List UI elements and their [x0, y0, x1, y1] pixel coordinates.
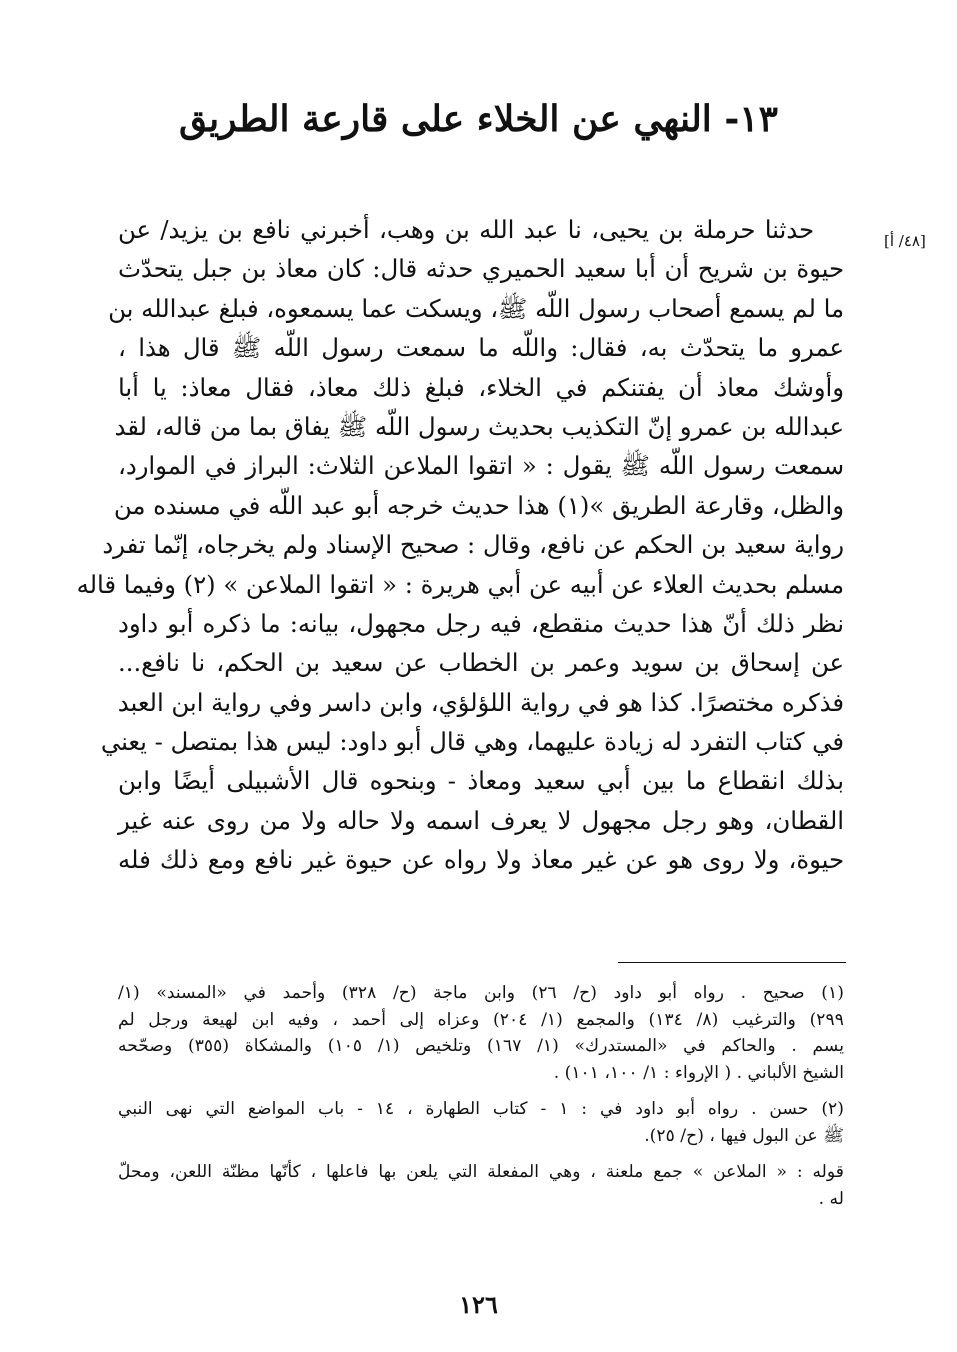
- text-line: بذلك انقطاع ما بين أبي سعيد ومعاذ - وبنحوه قال الأشبيلى أيضًا وابن: [118, 766, 844, 796]
- text-line: نظر ذلك أنّ هذا حديث منقطع، فيه رجل مجهول، بيانه: ما ذكره أبو داود: [118, 608, 844, 638]
- text-line: حيوة بن شريح أن أبا سعيد الحميري حدثه قال: كان معاذ بن جبل يتحدّث: [118, 254, 844, 284]
- footnote-line: (١) صحيح . رواه أبو داود (ح/ ٢٦) وابن ماجة (ح/ ٣٢٨) وأحمد في «المسند» (١/: [118, 983, 844, 1003]
- text-line: رواية سعيد بن الحكم عن نافع، وقال : صحيح الإسناد ولم يخرجاه، إنّما تفرد: [102, 530, 844, 560]
- text-line: حدثنا حرملة بن يحيى، نا عبد الله بن وهب، أخبرني نافع بن يزيد/ عن: [118, 215, 814, 244]
- chapter-title: ١٣- النهي عن الخلاء على قارعة الطريق: [179, 98, 778, 140]
- text-line: عبدالله بن عمرو إنّ التكذيب بحديث رسول اللّه ﷺ يفاق بما من قاله، لقد: [114, 411, 844, 441]
- text-line: عن إسحاق بن سويد وعمر بن الخطاب عن سعيد بن الحكم، نا نافع...: [118, 648, 844, 678]
- footnote-line: قوله : « الملاعن » جمع ملعنة ، وهي المفعلة التي يلعن بها فاعلها ، كأنّها مظنّة اللعن، ومحلّ: [118, 1162, 844, 1182]
- footnote-line: ٢٩٩) والترغيب (٨/ ١٣٤) والمجمع (١/ ٢٠٤) وعزاه إلى أحمد ، وفيه ابن لهيعة ورجل لم: [118, 1009, 844, 1030]
- footnote-1: [118, 980, 844, 1086]
- footnote-line: ﷺ عن البول فيها ، (ح/ ٢٥).: [644, 1125, 844, 1146]
- footnote-separator: [618, 962, 846, 963]
- text-line: في كتاب التفرد له زيادة عليهما، وهي قال أبو داود: ليس هذا بمتصل - يعني: [100, 727, 844, 757]
- footnote-line: له .: [818, 1188, 844, 1209]
- footnote-line: الشيخ الألباني . ( الإرواء : ١/ ١٠٠، ١٠١) .: [553, 1062, 844, 1083]
- footnotes: [118, 980, 844, 1212]
- text-line: مسلم بحديث العلاء عن أبيه عن أبي هريرة : « اتقوا الملاعن » (٢) وفيما قاله: [76, 569, 844, 599]
- manuscript-folio-reference: [٤٨/ أ]: [884, 232, 926, 250]
- page-number: ١٢٦: [459, 1290, 498, 1319]
- text-line: فذكره مختصرًا. كذا هو في رواية اللؤلؤي، وابن داسر وفي رواية ابن العبد: [117, 687, 844, 717]
- text-line: عمرو ما يتحدّث به، فقال: واللّه ما سمعت رسول اللّه ﷺ قال هذا ،: [118, 333, 844, 363]
- footnote-line: يسم . والحاكم في «المستدرك» (١/ ١٦٧) وتلخيص (١/ ١٠٥) والمشكاة (٣٥٥) وصحّحه: [118, 1036, 845, 1056]
- text-line: وأوشك معاذ أن يفتنكم في الخلاء، فبلغ ذلك معاذ، فقال معاذ: يا أبا: [118, 372, 844, 402]
- text-line: سمعت رسول اللّه ﷺ يقول : « اتقوا الملاعن الثلاث: البراز في الموارد،: [118, 451, 844, 481]
- text-line: والظل، وقارعة الطريق »(١) هذا حديث خرجه أبو عبد اللّه في مسنده من: [113, 490, 844, 520]
- footnote-2: [118, 1096, 844, 1149]
- footnote-line: (٢) حسن . رواه أبو داود في : ١ - كتاب الطهارة ، ١٤ - باب المواضع التي نهى النبي: [118, 1099, 844, 1119]
- text-line: ما لم يسمع أصحاب رسول اللّه ﷺ، ويسكت عما يسمعوه، فبلغ عبدالله بن: [108, 293, 844, 323]
- main-text: [76, 210, 844, 880]
- text-line: حيوة، ولا روى هو عن غير معاذ ولا رواه عن حيوة غير نافع ومع ذلك فله: [118, 845, 844, 875]
- text-line: القطان، وهو رجل مجهول لا يعرف اسمه ولا حاله ولا من روى عنه غير: [118, 805, 844, 835]
- footnote-gloss: [118, 1159, 844, 1212]
